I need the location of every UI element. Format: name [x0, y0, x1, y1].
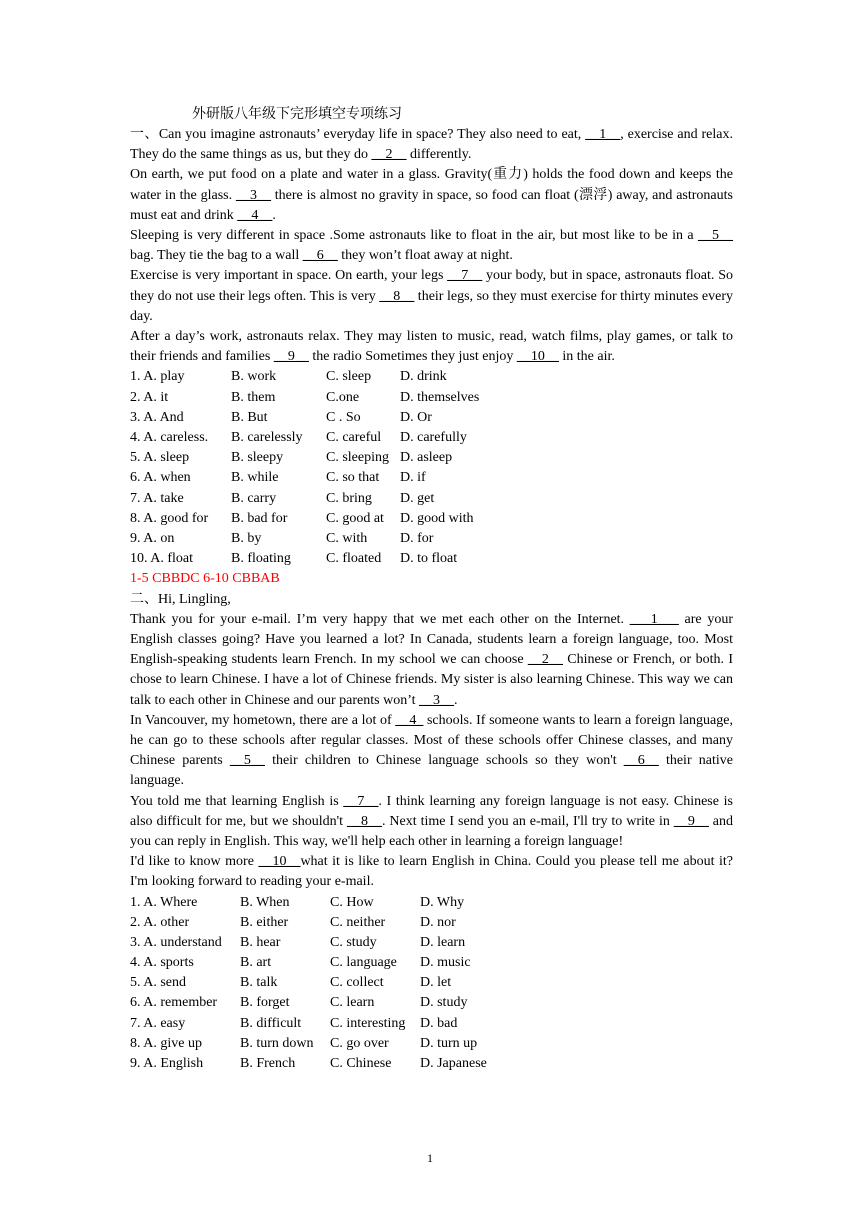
- passage-text: there is almost no gravity in space, so food can float (漂浮) away, and astronauts must eat and drink: [130, 187, 733, 223]
- passage-text: your body, but in space, astronauts float. So they do not use their legs often. This is very: [130, 268, 733, 304]
- blank-number: __7__: [447, 268, 483, 284]
- section1-passage: [130, 125, 733, 367]
- blank-number: __10__: [258, 854, 301, 870]
- option-choice: D. get: [400, 490, 435, 506]
- option-choice: B. turn down: [240, 1035, 314, 1051]
- blank-number: __5__: [698, 228, 733, 244]
- page-number: 1: [427, 1151, 433, 1165]
- passage-text: . I think learning any foreign language is not easy. Chinese is also difficult for me, but we shouldn't: [130, 793, 733, 829]
- option-row: [130, 468, 733, 488]
- option-choice: 4. A. careless.: [130, 430, 209, 445]
- blank-number: __4_: [395, 712, 424, 728]
- passage-text: Exercise is very important in space. On earth, your legs: [130, 268, 448, 284]
- option-row: [130, 448, 733, 468]
- option-row: [130, 1034, 733, 1054]
- option-choice: C. with: [326, 530, 368, 546]
- option-row: [130, 367, 733, 387]
- blank-number: __5__: [229, 753, 265, 769]
- option-choice: B. floating: [231, 551, 291, 567]
- passage-text: their legs, so they must exercise for thirty minutes every day.: [130, 288, 733, 324]
- option-row: [130, 489, 733, 509]
- passage-text: the radio Sometimes they just enjoy: [308, 349, 517, 365]
- passage-text: Chinese or French, or both. I chose to learn Chinese. I have a lot of Chinese friends. My sister is also learning Chinese. This way we can talk to each other in Chinese and our parents won’t: [130, 652, 733, 708]
- passage-text: On earth, we put food on a plate and water in a glass. Gravity(重力) holds the food down and keeps the water in the glass.: [130, 167, 733, 203]
- option-choice: B. carry: [231, 490, 277, 506]
- passage-text: and you can reply in English. This way, we'll help each other in learning a foreign language!: [130, 813, 733, 849]
- option-choice: C. How: [330, 894, 374, 910]
- section1-paragraph: [130, 327, 733, 367]
- option-choice: C. Chinese: [330, 1056, 392, 1072]
- option-choice: D. music: [420, 955, 471, 971]
- option-choice: 10. A. float: [130, 551, 193, 567]
- section2-paragraph: [130, 792, 733, 853]
- passage-text: I'd like to know more: [130, 854, 259, 870]
- section1-paragraph: [130, 125, 733, 165]
- option-choice: B. French: [240, 1056, 296, 1072]
- option-choice: C. learn: [330, 995, 375, 1011]
- blank-number: __9__: [273, 349, 309, 365]
- answer-key: 1-5 CBBDC 6-10 CBBAB: [130, 571, 280, 587]
- option-choice: D. study: [420, 995, 468, 1011]
- option-choice: B. work: [231, 369, 277, 385]
- option-choice: B. hear: [240, 934, 281, 950]
- option-choice: B. by: [231, 530, 262, 546]
- option-choice: C. go over: [330, 1035, 389, 1051]
- option-row: [130, 388, 733, 408]
- section1-options: [130, 367, 733, 569]
- option-choice: 6. A. when: [130, 470, 191, 486]
- passage-text: 一、Can you imagine astronauts’ everyday life in space? They also need to eat,: [130, 127, 586, 142]
- blank-number: __4__: [237, 207, 273, 223]
- option-choice: 5. A. send: [130, 975, 186, 991]
- option-choice: D. let: [420, 975, 452, 991]
- option-choice: 1. A. play: [130, 369, 185, 385]
- passage-text: their children to Chinese language schools so they won't: [264, 753, 624, 769]
- option-choice: 6. A. remember: [130, 995, 218, 1011]
- option-choice: 7. A. take: [130, 490, 184, 506]
- option-row: [130, 549, 733, 569]
- option-choice: C. language: [330, 955, 397, 971]
- option-choice: D. for: [400, 530, 434, 546]
- option-choice: 7. A. easy: [130, 1015, 186, 1031]
- passage-text: what it is like to learn English in China. Could you please tell me about it? I'm looking forward to reading your e-mail.: [130, 854, 733, 890]
- option-row: [130, 1014, 733, 1034]
- passage-text: After a day’s work, astronauts relax. They may listen to music, read, watch films, play games, or talk to their friends and families: [130, 329, 733, 365]
- option-choice: B. either: [240, 914, 289, 930]
- option-choice: B. difficult: [240, 1015, 302, 1031]
- option-choice: 9. A. on: [130, 530, 175, 546]
- option-choice: B. But: [231, 409, 268, 425]
- passage-text: , exercise and relax. They do the same things as us, but they do: [130, 127, 733, 163]
- section1-paragraph: [130, 226, 733, 266]
- option-row: [130, 408, 733, 428]
- option-row: [130, 933, 733, 953]
- option-choice: C. study: [330, 934, 377, 950]
- section2-options: [130, 893, 733, 1075]
- option-choice: 8. A. give up: [130, 1035, 202, 1051]
- option-choice: C. sleeping: [326, 450, 389, 466]
- option-row: [130, 509, 733, 529]
- section1-paragraph: [130, 165, 733, 226]
- blank-number: __3__: [419, 692, 454, 708]
- passage-text: .: [454, 692, 458, 708]
- option-choice: D. Japanese: [420, 1056, 487, 1072]
- passage-text: You told me that learning English is: [130, 793, 344, 809]
- option-choice: D. turn up: [420, 1035, 478, 1051]
- option-row: [130, 428, 733, 448]
- option-row: [130, 529, 733, 549]
- option-choice: D. Or: [400, 409, 432, 425]
- passage-text: . Next time I send you an e-mail, I'll try to write in: [381, 813, 674, 829]
- option-choice: B. talk: [240, 975, 278, 991]
- option-choice: D. if: [400, 470, 426, 486]
- option-row: [130, 953, 733, 973]
- passage-text: Thank you for your e-mail. I’m very happy that we met each other on the Internet.: [130, 611, 630, 627]
- option-choice: B. art: [240, 955, 272, 971]
- option-choice: C. bring: [326, 490, 372, 506]
- section1-paragraph: [130, 266, 733, 327]
- option-choice: D. Why: [420, 894, 465, 910]
- blank-number: __8__: [346, 813, 382, 829]
- passage-text: are your English classes going? Have you learned a lot? In Canada, students learn a foreign language, too. Most English-speaking students learn French. In my school we can choose: [130, 611, 733, 668]
- option-choice: B. bad for: [231, 510, 288, 526]
- section2-paragraph: [130, 711, 733, 792]
- option-choice: D. to float: [400, 551, 458, 567]
- blank-number: __8__: [379, 288, 415, 304]
- blank-number: __9__: [673, 813, 709, 829]
- blank-number: __2__: [527, 652, 563, 668]
- passage-text: in the air.: [558, 349, 615, 365]
- option-choice: C. neither: [330, 914, 386, 930]
- option-choice: B. them: [231, 389, 276, 405]
- section2-paragraph: [130, 590, 733, 610]
- option-choice: C. good at: [326, 510, 384, 526]
- passage-text: 二、Hi, Lingling,: [130, 591, 231, 607]
- option-choice: 1. A. Where: [130, 894, 198, 910]
- blank-number: __10__: [516, 349, 559, 365]
- passage-text: they won’t float away at night.: [337, 248, 513, 264]
- passage-text: In Vancouver, my hometown, there are a lot of: [130, 712, 396, 728]
- option-choice: C. careful: [326, 430, 382, 445]
- option-choice: C. sleep: [326, 369, 372, 385]
- option-choice: 5. A. sleep: [130, 450, 190, 466]
- option-choice: D. bad: [420, 1015, 458, 1031]
- option-row: [130, 1054, 733, 1074]
- option-choice: C . So: [326, 409, 361, 425]
- page-title: 外研版八年级下完形填空专项练习: [192, 107, 402, 122]
- passage-text: Sleeping is very different in space .Some astronauts like to float in the air, but most like to be in a: [130, 228, 698, 244]
- passage-text: schools. If someone wants to learn a foreign language, he can go to these schools after regular classes. Most of these schools offer Chinese classes, and many Chinese parents: [130, 712, 733, 769]
- option-row: [130, 893, 733, 913]
- blank-number: __2__: [371, 147, 407, 163]
- passage-text: bag. They tie the bag to a wall: [130, 248, 303, 264]
- option-choice: B. When: [240, 894, 290, 910]
- passage-text: differently.: [406, 147, 472, 163]
- option-row: [130, 913, 733, 933]
- option-choice: D. asleep: [400, 450, 453, 466]
- option-choice: C. collect: [330, 975, 384, 991]
- option-row: [130, 993, 733, 1013]
- blank-number: __1__: [585, 127, 621, 142]
- option-choice: D. carefully: [400, 430, 467, 445]
- option-choice: C. interesting: [330, 1015, 406, 1031]
- blank-number: __6__: [623, 753, 659, 769]
- option-choice: D. drink: [400, 369, 447, 385]
- option-choice: B. sleepy: [231, 450, 284, 466]
- option-choice: C. floated: [326, 551, 382, 567]
- option-choice: D. good with: [400, 510, 474, 526]
- option-choice: 9. A. English: [130, 1056, 204, 1072]
- section2-paragraph: [130, 852, 733, 892]
- passage-text: .: [272, 207, 276, 223]
- option-choice: C.one: [326, 389, 360, 405]
- blank-number: ___1___: [629, 611, 679, 627]
- option-choice: D. learn: [420, 934, 466, 950]
- blank-number: __6__: [302, 248, 338, 264]
- option-choice: D. nor: [420, 914, 456, 930]
- option-choice: 2. A. other: [130, 914, 190, 930]
- blank-number: __3__: [235, 187, 271, 203]
- option-choice: 8. A. good for: [130, 510, 209, 526]
- blank-number: __7__: [343, 793, 379, 809]
- option-choice: D. themselves: [400, 389, 480, 405]
- option-choice: C. so that: [326, 470, 380, 486]
- section2-passage: [130, 590, 733, 893]
- option-choice: 2. A. it: [130, 389, 169, 405]
- option-choice: 3. A. understand: [130, 934, 222, 950]
- option-choice: 4. A. sports: [130, 955, 194, 971]
- option-choice: B. forget: [240, 995, 290, 1011]
- document-page: [130, 105, 733, 1074]
- option-choice: B. carelessly: [231, 430, 303, 445]
- option-row: [130, 973, 733, 993]
- option-choice: 3. A. And: [130, 409, 184, 425]
- passage-text: their native language.: [130, 753, 733, 789]
- section2-paragraph: [130, 610, 733, 711]
- option-choice: B. while: [231, 470, 279, 486]
